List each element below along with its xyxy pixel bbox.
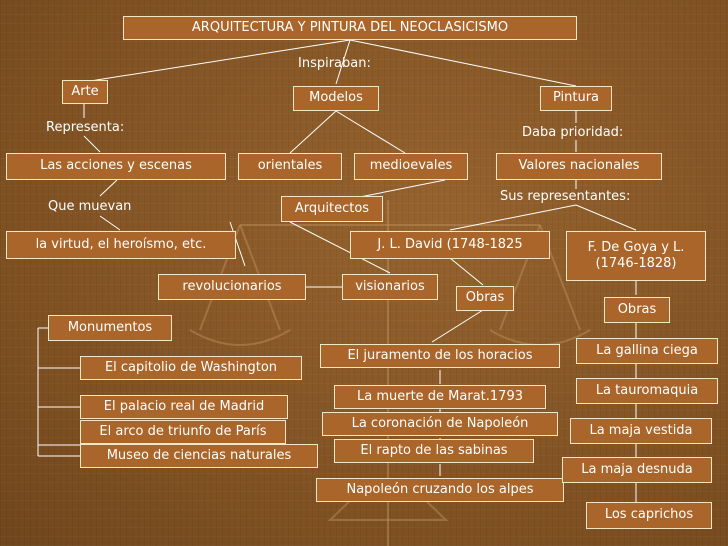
label-representa: Representa:	[46, 120, 125, 135]
obra-david-item: Napoleón cruzando los alpes	[316, 478, 564, 502]
obra-goya-item: La gallina ciega	[576, 338, 718, 364]
node-medioevales: medioevales	[354, 153, 468, 180]
monumento-item: El arco de triunfo de París	[80, 420, 286, 444]
obra-david-item: La coronación de Napoleón	[322, 412, 558, 436]
node-david: J. L. David (1748-1825	[350, 231, 550, 259]
node-arquitectos: Arquitectos	[281, 196, 383, 222]
node-acciones: Las acciones y escenas	[6, 153, 226, 180]
node-monumentos: Monumentos	[48, 315, 172, 341]
obra-goya-item: Los caprichos	[586, 502, 712, 529]
label-inspiraban: Inspiraban:	[298, 56, 371, 71]
label-daba-prioridad: Daba prioridad:	[522, 125, 624, 140]
monumento-item: El capitolio de Washington	[80, 356, 302, 380]
node-orientales: orientales	[238, 153, 342, 180]
obra-david-item: El rapto de las sabinas	[334, 439, 534, 463]
obra-goya-item: La maja vestida	[570, 418, 712, 444]
node-obras-david: Obras	[456, 286, 514, 311]
node-modelos: Modelos	[293, 86, 379, 111]
obra-david-item: El juramento de los horacios	[320, 344, 560, 368]
obra-goya-item: La tauromaquia	[576, 378, 718, 404]
node-virtud: la virtud, el heroísmo, etc.	[6, 231, 236, 259]
obra-goya-item: La maja desnuda	[562, 457, 712, 483]
node-goya: F. De Goya y L. (1746-1828)	[566, 231, 706, 281]
monumento-item: El palacio real de Madrid	[80, 395, 288, 419]
monumento-item: Museo de ciencias naturales	[80, 444, 318, 468]
label-sus-representantes: Sus representantes:	[500, 189, 631, 204]
label-que-muevan: Que muevan	[48, 199, 132, 214]
node-visionarios: visionarios	[342, 274, 438, 300]
node-revolucionarios: revolucionarios	[158, 274, 306, 300]
node-obras-goya: Obras	[604, 297, 670, 323]
node-valores: Valores nacionales	[496, 153, 662, 180]
node-pintura: Pintura	[540, 86, 612, 111]
obra-david-item: La muerte de Marat.1793	[334, 385, 546, 409]
diagram-title: ARQUITECTURA Y PINTURA DEL NEOCLASICISMO	[123, 16, 577, 40]
node-arte: Arte	[62, 80, 108, 104]
